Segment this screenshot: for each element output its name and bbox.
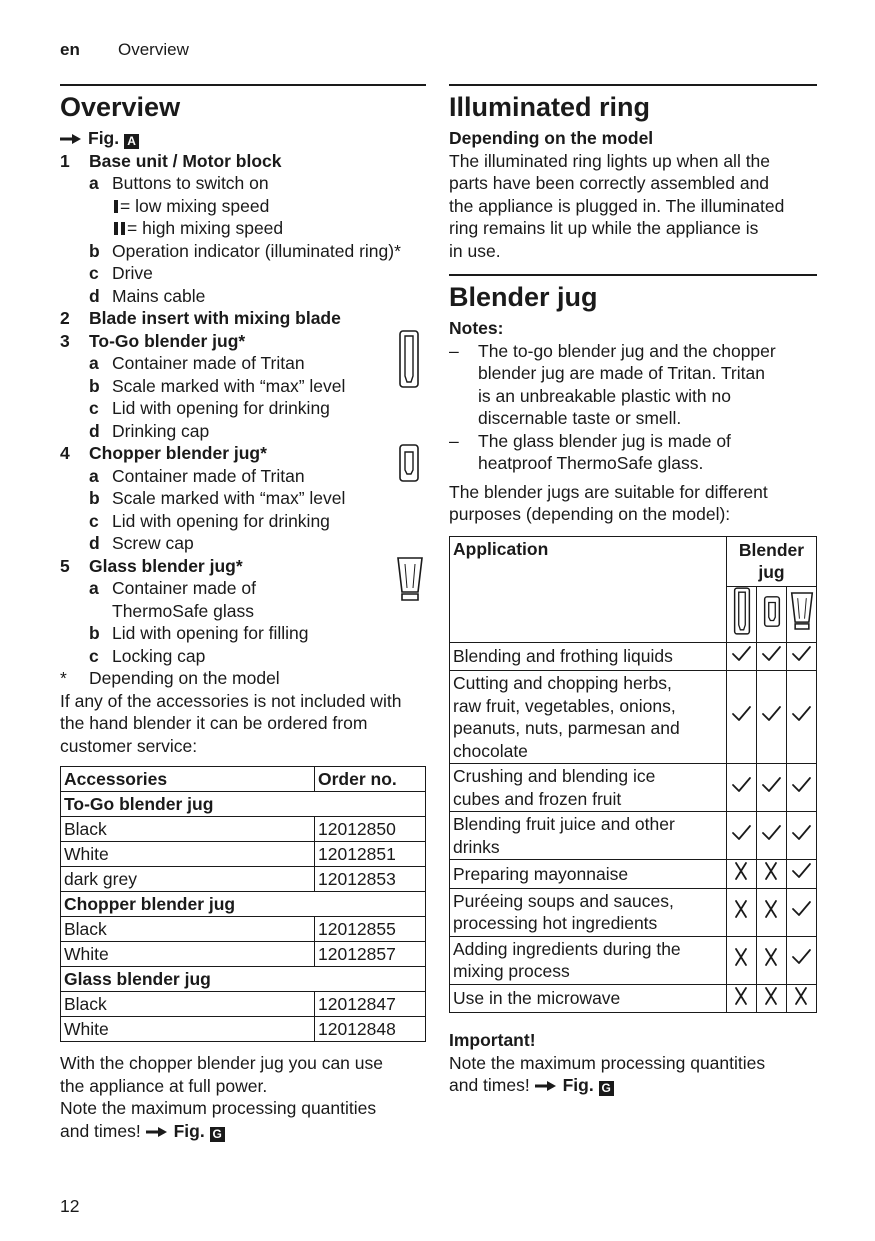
table-row [450, 764, 817, 812]
application-label: Cutting and chopping herbs, raw fruit, vegetables, onions, peanuts, nuts, parmesan and chocolate [450, 671, 727, 764]
sub-item: c Lid with opening for drinking [89, 510, 330, 531]
suitable-cell [757, 642, 787, 671]
suitable-cell [757, 671, 787, 764]
cross-icon [730, 946, 754, 968]
not-suitable-cell [757, 936, 787, 984]
cross-icon [760, 860, 784, 882]
list-item: 5 Glass blender jug* [60, 555, 243, 576]
footnote: * Depending on the model [60, 668, 280, 688]
cross-icon [760, 985, 784, 1007]
note-item: – The to-go blender jug and the chopper blender jug are made of Tritan. Tritan is an unbreakable plastic with no discernable taste or smell. [449, 340, 776, 428]
chopper-note: With the chopper blender jug you can use the appliance at full power. Note the maximum processing quantities and times! Fig. G [60, 1053, 383, 1141]
arrow-right-icon [535, 1080, 557, 1092]
table-row [450, 936, 817, 984]
blender-jug-title: Blender jug [449, 282, 598, 312]
speed-low-row: = low mixing speed [60, 195, 426, 218]
check-icon [790, 643, 814, 665]
application-label: Preparing mayonnaise [450, 860, 727, 889]
sub-item: c Drive [89, 263, 153, 283]
cross-icon [730, 985, 754, 1007]
sub-item: c Lid with opening for drinking [89, 398, 330, 418]
sub-item: b Scale marked with “max” level [89, 375, 346, 396]
table-header: Blender jug [727, 536, 817, 586]
list-item: 1 Base unit / Motor block [60, 150, 282, 171]
overview-column [60, 84, 426, 1142]
table-header-row [61, 767, 426, 792]
table-row: White 12012848 [61, 1017, 426, 1042]
accessories-table [60, 766, 426, 1042]
check-icon [790, 822, 814, 844]
sub-item: b Lid with opening for filling [89, 623, 309, 643]
table-header: Application [450, 536, 727, 642]
sub-item-continuation: ThermoSafe glass [112, 600, 255, 621]
overview-title: Overview [60, 92, 181, 122]
table-row: White 12012857 [61, 942, 426, 967]
fig-letter-badge: G [210, 1127, 225, 1142]
list-item: 2 Blade insert with mixing blade [60, 308, 341, 328]
not-suitable-cell [787, 984, 817, 1013]
notes-label: Notes: [449, 318, 504, 338]
suitable-cell [787, 888, 817, 936]
glass-jug-icon [790, 590, 814, 632]
table-row: Black 12012850 [61, 817, 426, 842]
suitable-cell [727, 764, 757, 812]
table-row: White 12012851 [61, 842, 426, 867]
table-header: Accessories [61, 767, 315, 792]
chopper-jug-icon [763, 596, 781, 627]
not-suitable-cell [727, 984, 757, 1013]
sub-item: a Container made of Tritan [89, 353, 305, 373]
accessories-note: If any of the accessories is not included with the hand blender it can be ordered from customer service: [60, 690, 402, 756]
check-icon [790, 703, 814, 725]
not-suitable-cell [727, 936, 757, 984]
cross-icon [760, 898, 784, 920]
suitable-cell [757, 764, 787, 812]
table-group-row: Glass blender jug [61, 967, 426, 992]
glass-jug-icon [396, 556, 424, 602]
suitable-cell [787, 936, 817, 984]
table-row [450, 984, 817, 1013]
illuminated-ring-subtitle: Depending on the model [449, 128, 654, 148]
check-icon [760, 774, 784, 796]
table-header-row [450, 536, 817, 586]
running-header: Overview [118, 40, 189, 59]
check-icon [790, 898, 814, 920]
page-number: 12 [60, 1196, 80, 1216]
suitable-cell [787, 671, 817, 764]
blender-jug-intro: The blender jugs are suitable for different purposes (depending on the model): [449, 481, 768, 524]
speed-high-row: = high mixing speed [60, 217, 426, 240]
not-suitable-cell [727, 860, 757, 889]
cross-icon [730, 860, 754, 882]
not-suitable-cell [757, 888, 787, 936]
table-row: Black 12012847 [61, 992, 426, 1017]
table-row [450, 671, 817, 764]
table-row [450, 642, 817, 671]
illuminated-ring-text: The illuminated ring lights up when all the parts have been correctly assembled and the appliance is plugged in. The illuminated ring remains lit up while the appliance is in use. [449, 150, 785, 261]
suitable-cell [787, 812, 817, 860]
to-go-jug-icon [733, 587, 751, 635]
application-label: Blending and frothing liquids [450, 642, 727, 671]
language-code: en [60, 40, 80, 59]
check-icon [730, 703, 754, 725]
list-item: 4 Chopper blender jug* [60, 443, 267, 463]
application-label: Use in the microwave [450, 984, 727, 1013]
check-icon [730, 774, 754, 796]
suitable-cell [787, 642, 817, 671]
application-label: Puréeing soups and sauces, processing hot ingredients [450, 888, 727, 936]
sub-item: d Drinking cap [89, 420, 210, 441]
important-text: Note the maximum processing quantities and times! Fig. G [449, 1052, 766, 1095]
speed-low-icon [112, 195, 120, 217]
speed-high-icon [112, 217, 127, 239]
suitable-cell [727, 642, 757, 671]
fig-letter-badge: G [599, 1081, 614, 1096]
table-group-row: To-Go blender jug [61, 792, 426, 817]
sub-item: a Container made of [89, 578, 256, 598]
sub-item: d Screw cap [89, 533, 194, 553]
check-icon [760, 643, 784, 665]
important-title: Important! [449, 1030, 536, 1050]
check-icon [760, 703, 784, 725]
not-suitable-cell [757, 860, 787, 889]
check-icon [730, 822, 754, 844]
application-label: Blending fruit juice and other drinks [450, 812, 727, 860]
table-row [450, 888, 817, 936]
table-row [450, 860, 817, 889]
check-icon [790, 860, 814, 882]
arrow-right-icon [146, 1126, 168, 1138]
fig-reference: Fig. A [60, 127, 426, 150]
suitable-cell [727, 671, 757, 764]
sub-item: b Operation indicator (illuminated ring)* [89, 240, 401, 261]
table-header: Order no. [315, 767, 426, 792]
not-suitable-cell [757, 984, 787, 1013]
cross-icon [730, 898, 754, 920]
application-label: Adding ingredients during the mixing process [450, 936, 727, 984]
sub-item: d Mains cable [89, 285, 206, 306]
right-column [449, 84, 817, 1097]
cross-icon [760, 946, 784, 968]
arrow-right-icon [60, 133, 82, 145]
table-row: Black 12012855 [61, 917, 426, 942]
suitable-cell [727, 812, 757, 860]
check-icon [730, 643, 754, 665]
suitable-cell [757, 812, 787, 860]
not-suitable-cell [727, 888, 757, 936]
suitable-cell [787, 860, 817, 889]
note-item: – The glass blender jug is made of heatproof ThermoSafe glass. [449, 430, 731, 473]
list-item: 3 To-Go blender jug* [60, 330, 246, 351]
table-row [450, 812, 817, 860]
table-row: dark grey 12012853 [61, 867, 426, 892]
sub-item: b Scale marked with “max” level [89, 488, 346, 508]
application-table [449, 536, 817, 1014]
suitable-cell [787, 764, 817, 812]
check-icon [790, 946, 814, 968]
check-icon [760, 822, 784, 844]
sub-item: a Container made of Tritan [89, 465, 305, 486]
to-go-jug-icon [398, 330, 420, 388]
application-label: Crushing and blending ice cubes and frozen fruit [450, 764, 727, 812]
fig-letter-badge: A [124, 134, 139, 149]
sub-item: c Locking cap [89, 645, 206, 666]
sub-item: a Buttons to switch on [89, 173, 269, 193]
check-icon [790, 774, 814, 796]
table-group-row: Chopper blender jug [61, 892, 426, 917]
chopper-jug-icon [398, 444, 420, 482]
cross-icon [790, 985, 814, 1007]
illuminated-ring-title: Illuminated ring [449, 92, 651, 122]
